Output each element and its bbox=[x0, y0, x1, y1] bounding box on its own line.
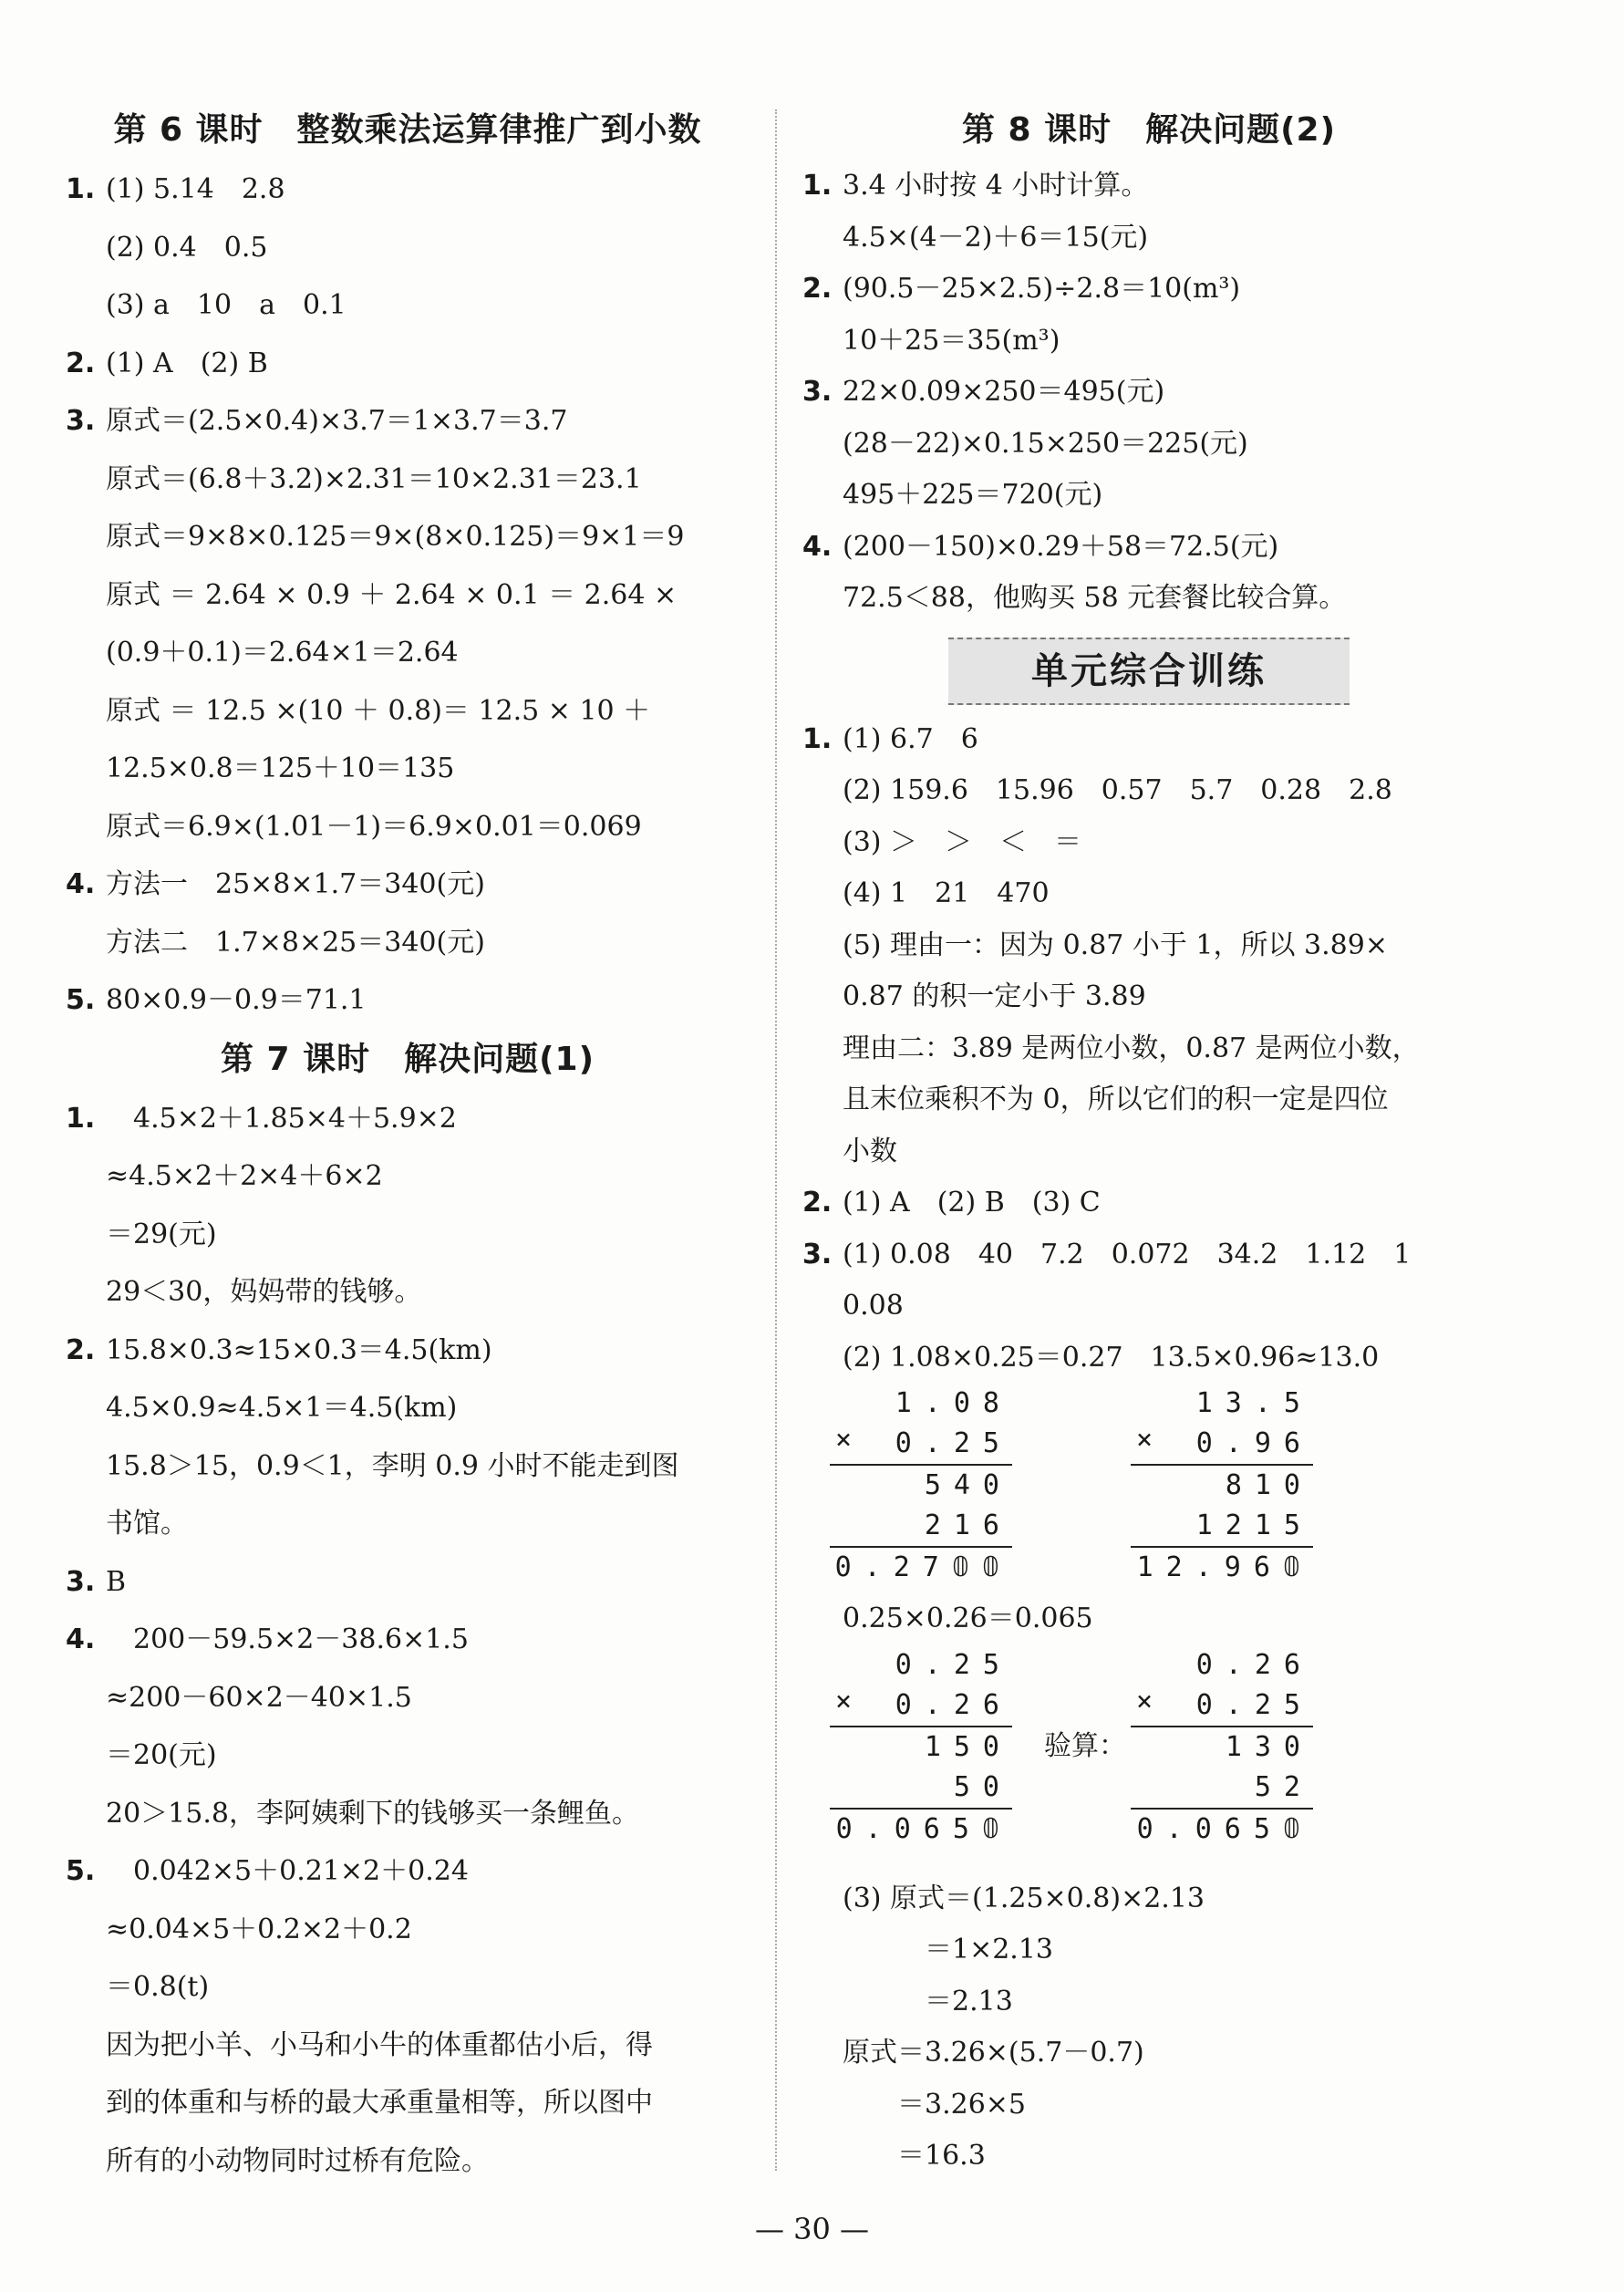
calc-row-r: 0.065𝟘 bbox=[1136, 1812, 1313, 1845]
answer-line: ＝2.13 bbox=[843, 1985, 1013, 2017]
answer-text: 原式 ＝ 12.5 ×(10 ＋ 0.8)＝ 12.5 × 10 ＋ bbox=[106, 694, 651, 727]
right-column bbox=[802, 100, 1495, 2183]
question-number: 2. bbox=[66, 347, 96, 379]
answer-line bbox=[66, 2074, 750, 2132]
answer-line bbox=[66, 1727, 750, 1785]
answer-line bbox=[66, 740, 750, 798]
answer-line bbox=[802, 1023, 1495, 1075]
calc-row-a: 13.5 bbox=[1195, 1387, 1313, 1419]
question-number: 3. bbox=[802, 376, 833, 408]
lesson6-title: 第 6 课时 整数乘法运算律推广到小数 bbox=[113, 111, 702, 149]
answer-text: 原式＝(6.8＋3.2)×2.31＝10×2.31＝23.1 bbox=[106, 462, 642, 495]
answer-line bbox=[802, 522, 1495, 574]
answer-text: 29＜30，妈妈带的钱够。 bbox=[106, 1276, 422, 1308]
answer-line bbox=[802, 419, 1495, 471]
unit-review-banner: 单元综合训练 bbox=[948, 638, 1350, 705]
answer-line: 原式＝3.26×(5.7－0.7) bbox=[843, 2037, 1144, 2069]
answer-line bbox=[66, 1090, 750, 1148]
answer-text: 0.87 的积一定小于 3.89 bbox=[843, 980, 1146, 1012]
answer-line bbox=[802, 971, 1495, 1023]
question-number: 5. bbox=[66, 984, 96, 1016]
page-number: — 30 — bbox=[754, 2212, 870, 2246]
question-number: 1. bbox=[66, 1102, 96, 1135]
answer-line bbox=[66, 856, 750, 914]
answer-line bbox=[802, 714, 1495, 766]
answer-text: 495＋225＝720(元) bbox=[843, 479, 1103, 511]
answer-text: 到的体重和与桥的最大承重量相等，所以图中 bbox=[106, 2087, 653, 2119]
times-sign: × bbox=[1136, 1685, 1153, 1717]
answer-line bbox=[66, 1669, 750, 1727]
answer-line bbox=[802, 920, 1495, 972]
answer-text: (1) A (2) B (3) C bbox=[843, 1187, 1101, 1219]
answer-line bbox=[66, 682, 750, 741]
lesson6-answers bbox=[66, 161, 750, 1030]
answer-line bbox=[802, 1229, 1495, 1281]
answer-line bbox=[66, 161, 750, 219]
answer-text: (4) 1 21 470 bbox=[843, 877, 1050, 909]
answer-line bbox=[66, 1437, 750, 1496]
answer-line bbox=[802, 1333, 1495, 1385]
answer-text: 200－59.5×2－38.6×1.5 bbox=[106, 1623, 469, 1655]
answer-text: 4.5×0.9≈4.5×1＝4.5(km) bbox=[106, 1392, 458, 1424]
answer-line bbox=[802, 1177, 1495, 1229]
answer-line: (3) 原式＝(1.25×0.8)×2.13 bbox=[843, 1882, 1205, 1914]
answer-text: (3) a 10 a 0.1 bbox=[106, 289, 347, 321]
calc-row-p1: 540 bbox=[924, 1469, 1012, 1501]
answer-text: 4.5×(4－2)＋6＝15(元) bbox=[843, 221, 1149, 254]
answer-text: 10＋25＝35(m³) bbox=[843, 324, 1060, 357]
answer-line bbox=[66, 335, 750, 393]
answer-text: 80×0.9－0.9＝71.1 bbox=[106, 984, 367, 1016]
calc-row-p1: 130 bbox=[1225, 1730, 1313, 1763]
answer-text: (2) 0.4 0.5 bbox=[106, 231, 268, 264]
answer-text: 所有的小动物同时过桥有危险。 bbox=[106, 2144, 489, 2177]
check-label: 验算： bbox=[1044, 1729, 1126, 1762]
answer-line bbox=[802, 1281, 1495, 1333]
question-number: 3. bbox=[66, 405, 96, 437]
answer-text: (200－150)×0.29＋58＝72.5(元) bbox=[843, 530, 1279, 563]
vertical-multiplication bbox=[1131, 1384, 1313, 1588]
calc-row-r: 12.96𝟘 bbox=[1136, 1551, 1313, 1583]
answer-line bbox=[802, 316, 1495, 368]
calc-row-b: 0.26 bbox=[830, 1685, 1012, 1727]
lesson8-answers bbox=[802, 161, 1495, 625]
answer-text: (1) 5.14 2.8 bbox=[106, 173, 285, 205]
answer-line bbox=[66, 1842, 750, 1901]
answer-text: 15.8＞15，0.9＜1，李明 0.9 小时不能走到图 bbox=[106, 1449, 679, 1482]
question-number: 1. bbox=[66, 173, 96, 205]
answer-line bbox=[66, 451, 750, 509]
answer-line bbox=[66, 566, 750, 625]
answer-line bbox=[66, 971, 750, 1030]
answer-line bbox=[66, 1263, 750, 1322]
calc-row-a: 0.26 bbox=[1195, 1648, 1313, 1681]
answer-line bbox=[66, 1495, 750, 1553]
answer-text: 理由二：3.89 是两位小数，0.87 是两位小数， bbox=[843, 1032, 1420, 1064]
unit-review-answers bbox=[802, 714, 1495, 1385]
answer-line: ＝16.3 bbox=[843, 2140, 986, 2172]
answer-text: 0.08 bbox=[843, 1290, 904, 1322]
answer-line bbox=[66, 508, 750, 566]
answer-text: 因为把小羊、小马和小牛的体重都估小后，得 bbox=[106, 2028, 653, 2061]
answer-text: 15.8×0.3≈15×0.3＝4.5(km) bbox=[106, 1333, 492, 1366]
answer-text: 原式＝(2.5×0.4)×3.7＝1×3.7＝3.7 bbox=[106, 405, 568, 437]
answer-text: (2) 159.6 15.96 0.57 5.7 0.28 2.8 bbox=[843, 774, 1392, 806]
answer-line bbox=[66, 1901, 750, 1959]
answer-text: B bbox=[106, 1565, 127, 1598]
answer-text: 方法二 1.7×8×25＝340(元) bbox=[106, 926, 485, 959]
calc-row-r: 0.27𝟘𝟘 bbox=[834, 1551, 1012, 1583]
calc-row-b: 0.25 bbox=[830, 1424, 1012, 1466]
vertical-calc-row-1 bbox=[802, 1384, 1495, 1593]
column-divider bbox=[775, 109, 777, 2171]
answer-line bbox=[802, 264, 1495, 316]
answer-line bbox=[802, 817, 1495, 869]
calc-row-p1: 150 bbox=[924, 1730, 1012, 1763]
answer-line bbox=[802, 868, 1495, 920]
answer-line bbox=[802, 765, 1495, 817]
answer-line bbox=[802, 1126, 1495, 1178]
calc-row-p2: 50 bbox=[830, 1768, 1012, 1810]
answer-text: 方法一 25×8×1.7＝340(元) bbox=[106, 868, 485, 900]
answer-line bbox=[802, 367, 1495, 419]
answer-text: ≈4.5×2＋2×4＋6×2 bbox=[106, 1160, 383, 1192]
question-number: 2. bbox=[802, 1187, 833, 1219]
question-number: 2. bbox=[802, 273, 833, 305]
lesson8-title: 第 8 课时 解决问题(2) bbox=[961, 111, 1337, 149]
calc-row-b: 0.96 bbox=[1131, 1424, 1313, 1466]
lesson7-answers bbox=[66, 1090, 750, 2191]
calc-row-a: 0.25 bbox=[895, 1648, 1012, 1681]
vertical-calc-row-2 bbox=[802, 1645, 1495, 1873]
answer-line bbox=[66, 219, 750, 277]
answer-text: 原式＝9×8×0.125＝9×(8×0.125)＝9×1＝9 bbox=[106, 521, 685, 553]
answer-text: 3.4 小时按 4 小时计算。 bbox=[843, 170, 1149, 202]
answer-text: (1) A (2) B bbox=[106, 347, 268, 379]
answer-text: (5) 理由一：因为 0.87 小于 1，所以 3.89× bbox=[843, 928, 1388, 961]
answer-text: ≈200－60×2－40×1.5 bbox=[106, 1681, 412, 1714]
question-number: 4. bbox=[66, 1623, 96, 1655]
answer-line bbox=[66, 276, 750, 335]
vertical-multiplication bbox=[830, 1384, 1012, 1588]
answer-line bbox=[802, 573, 1495, 625]
answer-line bbox=[66, 1322, 750, 1380]
answer-line bbox=[66, 1206, 750, 1264]
answer-text: 12.5×0.8＝125＋10＝135 bbox=[106, 752, 455, 784]
answer-text: ＝0.8(t) bbox=[106, 1971, 210, 2003]
answer-line bbox=[802, 470, 1495, 522]
question-number: 5. bbox=[66, 1855, 96, 1887]
times-sign: × bbox=[835, 1424, 853, 1456]
answer-text: 72.5＜88，他购买 58 元套餐比较合算。 bbox=[843, 582, 1347, 614]
answer-line bbox=[802, 1074, 1495, 1126]
lesson7-title: 第 7 课时 解决问题(1) bbox=[220, 1040, 595, 1078]
answer-text: (1) 0.08 40 7.2 0.072 34.2 1.12 1 bbox=[843, 1238, 1412, 1270]
answer-line bbox=[66, 392, 750, 451]
answer-line bbox=[66, 1147, 750, 1206]
answer-text: 4.5×2＋1.85×4＋5.9×2 bbox=[106, 1102, 457, 1135]
answer-line bbox=[66, 624, 750, 682]
answer-text: ＝29(元) bbox=[106, 1218, 217, 1250]
answer-text: 20＞15.8，李阿姨剩下的钱够买一条鲤鱼。 bbox=[106, 1797, 639, 1830]
answer-text: (28－22)×0.15×250＝225(元) bbox=[843, 427, 1248, 460]
calc-row-p2: 52 bbox=[1131, 1768, 1313, 1810]
left-column bbox=[66, 100, 750, 2190]
question-number: 2. bbox=[66, 1333, 96, 1366]
question-number: 3. bbox=[802, 1238, 833, 1270]
answer-line bbox=[802, 161, 1495, 213]
answer-text: 且末位乘积不为 0，所以它们的积一定是四位 bbox=[843, 1084, 1389, 1115]
answer-line bbox=[66, 1785, 750, 1843]
question-number: 4. bbox=[66, 868, 96, 900]
answer-text: ≈0.04×5＋0.2×2＋0.2 bbox=[106, 1913, 412, 1945]
answer-line: ＝3.26×5 bbox=[843, 2088, 1027, 2121]
answer-line bbox=[66, 798, 750, 856]
calc-row-b: 0.25 bbox=[1131, 1685, 1313, 1727]
answer-text: 原式 ＝ 2.64 × 0.9 ＋ 2.64 × 0.1 ＝ 2.64 × bbox=[106, 578, 678, 611]
answer-text: (0.9＋0.1)＝2.64×1＝2.64 bbox=[106, 637, 459, 669]
answer-text: (1) 6.7 6 bbox=[843, 722, 978, 755]
answer-line bbox=[66, 1611, 750, 1669]
answer-line bbox=[66, 2017, 750, 2075]
times-sign: × bbox=[835, 1685, 853, 1717]
answer-line: 0.25×0.26＝0.065 bbox=[843, 1602, 1093, 1634]
answer-text: ＝20(元) bbox=[106, 1739, 217, 1771]
answer-line bbox=[66, 914, 750, 972]
times-sign: × bbox=[1136, 1424, 1153, 1456]
question-number: 3. bbox=[66, 1565, 96, 1598]
answer-text: (2) 1.08×0.25＝0.27 13.5×0.96≈13.0 bbox=[843, 1341, 1380, 1374]
answer-line bbox=[66, 1379, 750, 1437]
answer-line bbox=[802, 213, 1495, 264]
calc-row-a: 1.08 bbox=[895, 1387, 1012, 1419]
answer-text: 原式＝6.9×(1.01－1)＝6.9×0.01＝0.069 bbox=[106, 810, 642, 843]
answer-text: 书馆。 bbox=[106, 1508, 188, 1540]
answer-line bbox=[66, 2132, 750, 2191]
question-number: 1. bbox=[802, 722, 833, 755]
answer-line bbox=[66, 1958, 750, 2017]
answer-line: ＝1×2.13 bbox=[843, 1934, 1054, 1965]
question-number: 1. bbox=[802, 170, 833, 202]
answer-text: 0.042×5＋0.21×2＋0.24 bbox=[106, 1855, 469, 1887]
calc-row-p2: 216 bbox=[830, 1506, 1012, 1548]
answer-line bbox=[66, 1553, 750, 1612]
answer-text: 22×0.09×250＝495(元) bbox=[843, 376, 1165, 408]
answer-text: (3) ＞ ＞ ＜ ＝ bbox=[843, 825, 1082, 858]
answer-text: (90.5－25×2.5)÷2.8＝10(m³) bbox=[843, 273, 1241, 305]
calc-row-p1: 810 bbox=[1225, 1469, 1313, 1501]
unit-review-tail bbox=[802, 1873, 1495, 2183]
vertical-multiplication bbox=[1131, 1645, 1313, 1850]
calc-row-p2: 1215 bbox=[1131, 1506, 1313, 1548]
vertical-multiplication bbox=[830, 1645, 1012, 1850]
calc-row-r: 0.065𝟘 bbox=[835, 1812, 1012, 1845]
answer-text: 小数 bbox=[843, 1135, 897, 1167]
question-number: 4. bbox=[802, 530, 833, 563]
